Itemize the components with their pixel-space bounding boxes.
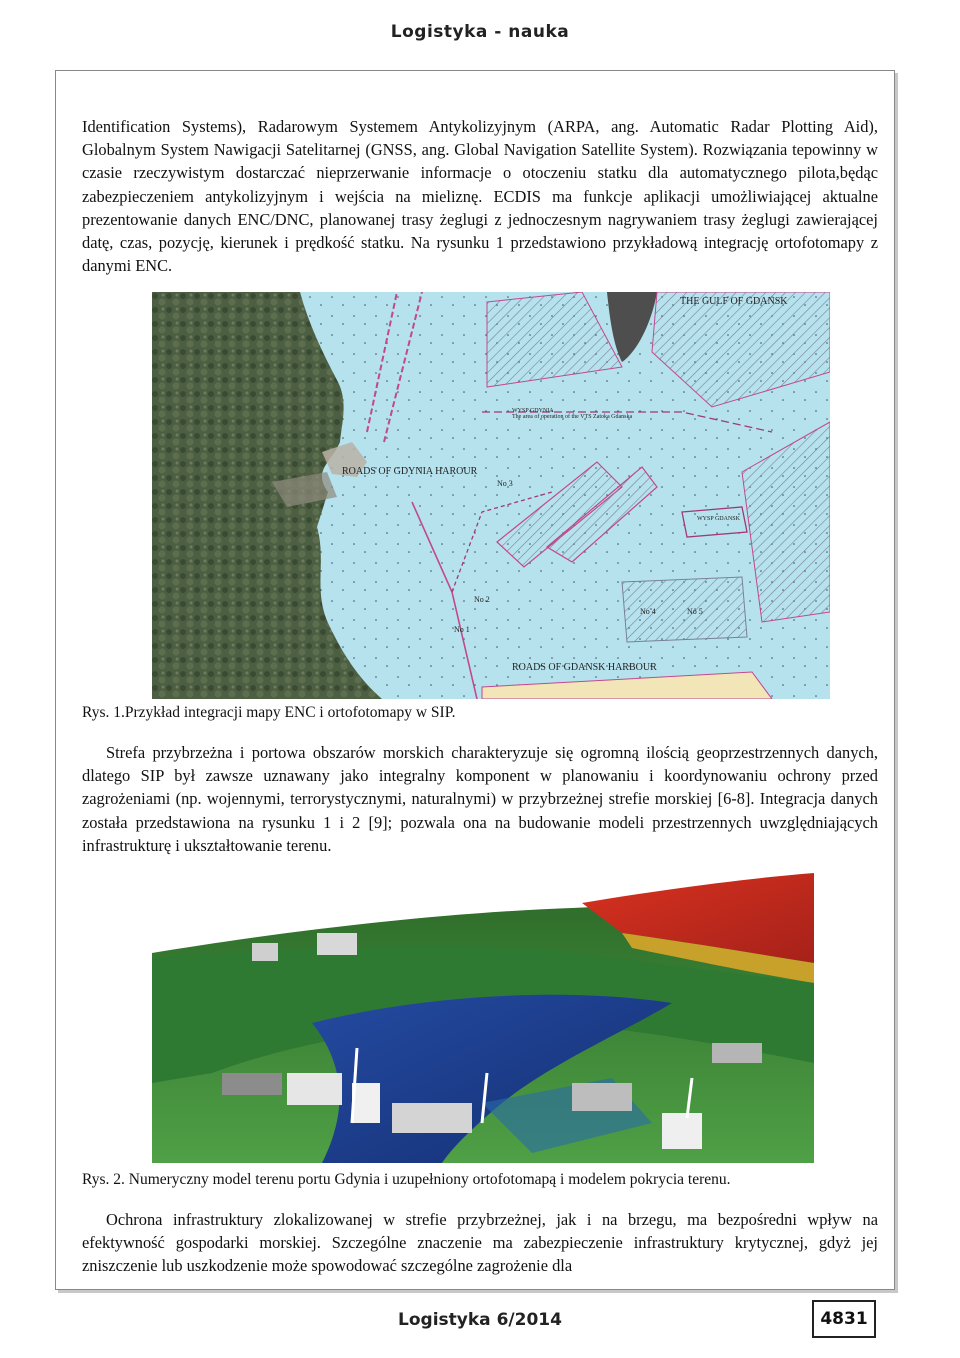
label-no2: No 2 [474,595,490,604]
label-gdynia-roads: ROADS OF GDYNIA HAROUR [342,466,478,477]
building [712,1043,762,1063]
building [252,943,278,961]
enc-map-svg [152,292,830,699]
building [222,1073,282,1095]
label-no5: No 5 [687,607,703,616]
label-no1: No 1 [454,625,470,634]
paragraph-1-text: Identification Systems), Radarowym Systemem Antykolizyjnym (ARPA, ang. Automatic Radar Plotting Aid), Globalnym System Nawigacji Satelitarnej (GNSS, ang. Global Navigation Satellite System). Rozwiązania tepowinny w czasie rzeczywistym dostarczać nieprzerwanie informacje o otoczeniu statku dla automatycznego pilota,będąc zabezpieczeniem antykolizyjnym i wejścia na mieliznę. ECDIS ma funkcje aplikacji umożliwiającej aktualne prezentowanie danych ENC/DNC, planowanej trasy żeglugi z jednoczesnym nagrywaniem trasy żeglugi zawierającej datę, czas, pozycję, kierunek i prędkość statku. Na rysunku 1 przedstawiono przykładową integrację ortofotomapy z danymi ENC. [82,117,878,276]
paragraph-3-text: Ochrona infrastruktury zlokalizowanej w strefie przybrzeżnej, jak i na brzegu, ma bezpośredni wpływ na efektywność gospodarki morskiej. Szczególne znaczenie ma zabezpieczenie infrastruktury krytycznej, gdyż jej zniszczenie lub uszkodzenie może spowodować szczególne zagrożenie dla [82,1210,878,1276]
label-wysp-b: WYSP GDANSK [697,516,740,522]
building [572,1083,632,1111]
label-gdansk-roads: ROADS OF GDANSK HARBOUR [512,662,657,673]
paragraph-1 [82,115,878,277]
label-no3: No 3 [497,479,513,488]
figure-2-terrain-model [152,873,814,1163]
journal-footer: Logistyka 6/2014 [398,1310,562,1330]
terrain-svg [152,873,814,1163]
building [352,1083,380,1123]
label-gulf: THE GULF OF GDANSK [680,296,788,307]
paragraph-2 [82,741,878,857]
figure-2-caption: Rys. 2. Numeryczny model terenu portu Gdynia i uzupełniony ortofotomapą i modelem pokrycia terenu. [82,1171,731,1188]
paragraph-2-text: Strefa przybrzeżna i portowa obszarów morskich charakteryzuje się ogromną ilością geoprzestrzennych danych, dlatego SIP był zawsze uznawany jako integralny komponent w planowaniu i koordynowaniu ochrony przed zagrożeniami (np. wojennymi, terrorystycznymi, naturalnymi) w przybrzeżnej strefie morskiej [6-8]. Integracja danych została przedstawiona na rysunku 1 i 2 [9]; pozwala ona na budowanie modeli przestrzennych uwzględniających infrastrukturę i ukształtowanie terenu. [82,743,878,855]
running-head: Logistyka - nauka [390,22,570,42]
page-number: 4831 [812,1300,876,1338]
figure-1-enc-map [152,292,830,699]
figure-1-caption: Rys. 1.Przykład integracji mapy ENC i ortofotomapy w SIP. [82,704,456,721]
building [392,1103,472,1133]
label-no4: No 4 [640,607,656,616]
building [287,1073,342,1105]
paragraph-3 [82,1208,878,1278]
building [317,933,357,955]
label-wysp-a: WYSP GDYNIA [512,408,554,414]
label-vts: The area of operation of the VTS Zatoka Gdanska [512,414,633,420]
building [662,1113,702,1149]
